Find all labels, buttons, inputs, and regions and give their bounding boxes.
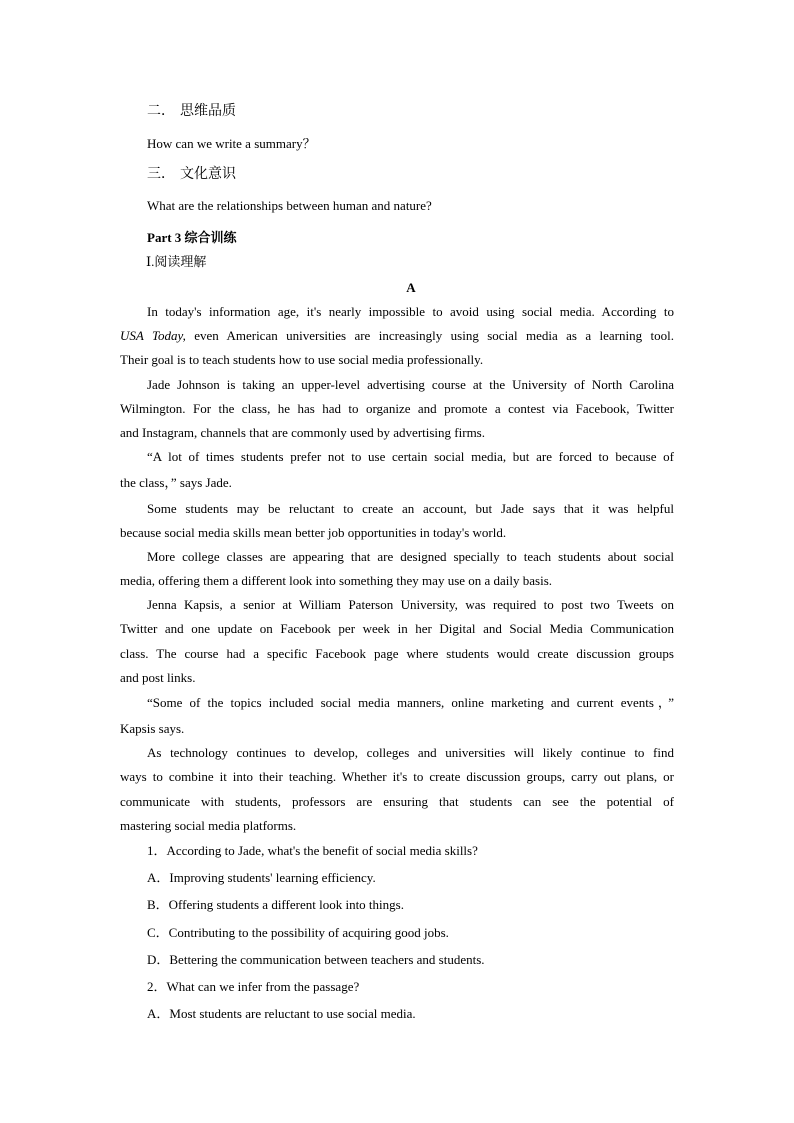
answer-option: D．Bettering the communication between teachers and students. — [147, 952, 485, 967]
passage-line: media, offering them a different look into something they may use on a daily basis. — [120, 573, 553, 588]
passage-line: and Instagram, channels that are commonly used by advertising firms. — [120, 425, 485, 440]
passage-label: A — [406, 280, 416, 295]
passage-line: ways to combine it into their teaching. Whether it's to create discussion groups, carry out plans, or — [120, 769, 674, 784]
answer-option: A．Improving students' learning efficiency. — [147, 870, 376, 885]
question-stem: 2．What can we infer from the passage? — [147, 979, 360, 994]
question-stem: 1．According to Jade, what's the benefit of social media skills? — [147, 843, 478, 858]
passage-line: Jenna Kapsis, a senior at William Paterson University, was required to post two Tweets on — [147, 597, 674, 612]
passage-line: Wilmington. For the class, he has had to organize and promote a contest via Facebook, Twitter — [120, 401, 674, 416]
passage-line: Kapsis says. — [120, 721, 185, 736]
section-title: 思维品质 — [180, 104, 236, 119]
answer-option: C．Contributing to the possibility of acquiring good jobs. — [147, 925, 449, 940]
part-title: Part 3 综合训练 — [147, 230, 237, 245]
passage-line: In today's information age, it's nearly impossible to avoid using social media. According to — [147, 304, 674, 319]
reading-section-title: Ⅰ.阅读理解 — [146, 254, 207, 269]
section-number: 二． — [147, 104, 175, 119]
passage-line: Jade Johnson is taking an upper-level advertising course at the University of North Carolina — [147, 377, 674, 392]
passage-line: As technology continues to develop, colleges and universities will likely continue to find — [147, 745, 674, 760]
section-heading-thinking — [147, 104, 236, 120]
passage-line: Some students may be reluctant to create an account, but Jade says that it was helpful — [147, 501, 674, 516]
answer-option: A．Most students are reluctant to use social media. — [147, 1006, 416, 1021]
section-number: 三． — [147, 167, 175, 182]
passage-line: because social media skills mean better job opportunities in today's world. — [120, 525, 507, 540]
passage-line: communicate with students, professors are ensuring that students can see the potential of — [120, 794, 674, 809]
passage-line: Their goal is to teach students how to use social media professionally. — [120, 352, 484, 367]
answer-option: B．Offering students a different look into things. — [147, 897, 404, 912]
summary-question: How can we write a summary？ — [147, 136, 316, 151]
passage-line: Twitter and one update on Facebook per week in her Digital and Social Media Communication — [120, 621, 674, 636]
source-name: USA Today, — [120, 328, 186, 343]
passage-line: and post links. — [120, 670, 196, 685]
passage-line: “A lot of times students prefer not to use certain social media, but are forced to because of — [147, 449, 674, 464]
passage-line: “Some of the topics included social media manners, online marketing and current events，” — [147, 695, 674, 710]
passage-line: USA Today, even American universities are increasingly using social media as a learning tool. — [120, 328, 674, 343]
passage-line: mastering social media platforms. — [120, 818, 297, 833]
passage-line: More college classes are appearing that are designed specially to teach students about social — [147, 549, 674, 564]
section-title: 文化意识 — [180, 167, 236, 182]
passage-line: class. The course had a specific Facebook page where students would create discussion groups — [120, 646, 674, 661]
passage-line: the class，” says Jade. — [120, 475, 232, 490]
relationship-question: What are the relationships between human and nature? — [147, 198, 432, 213]
section-heading-culture — [147, 167, 236, 183]
